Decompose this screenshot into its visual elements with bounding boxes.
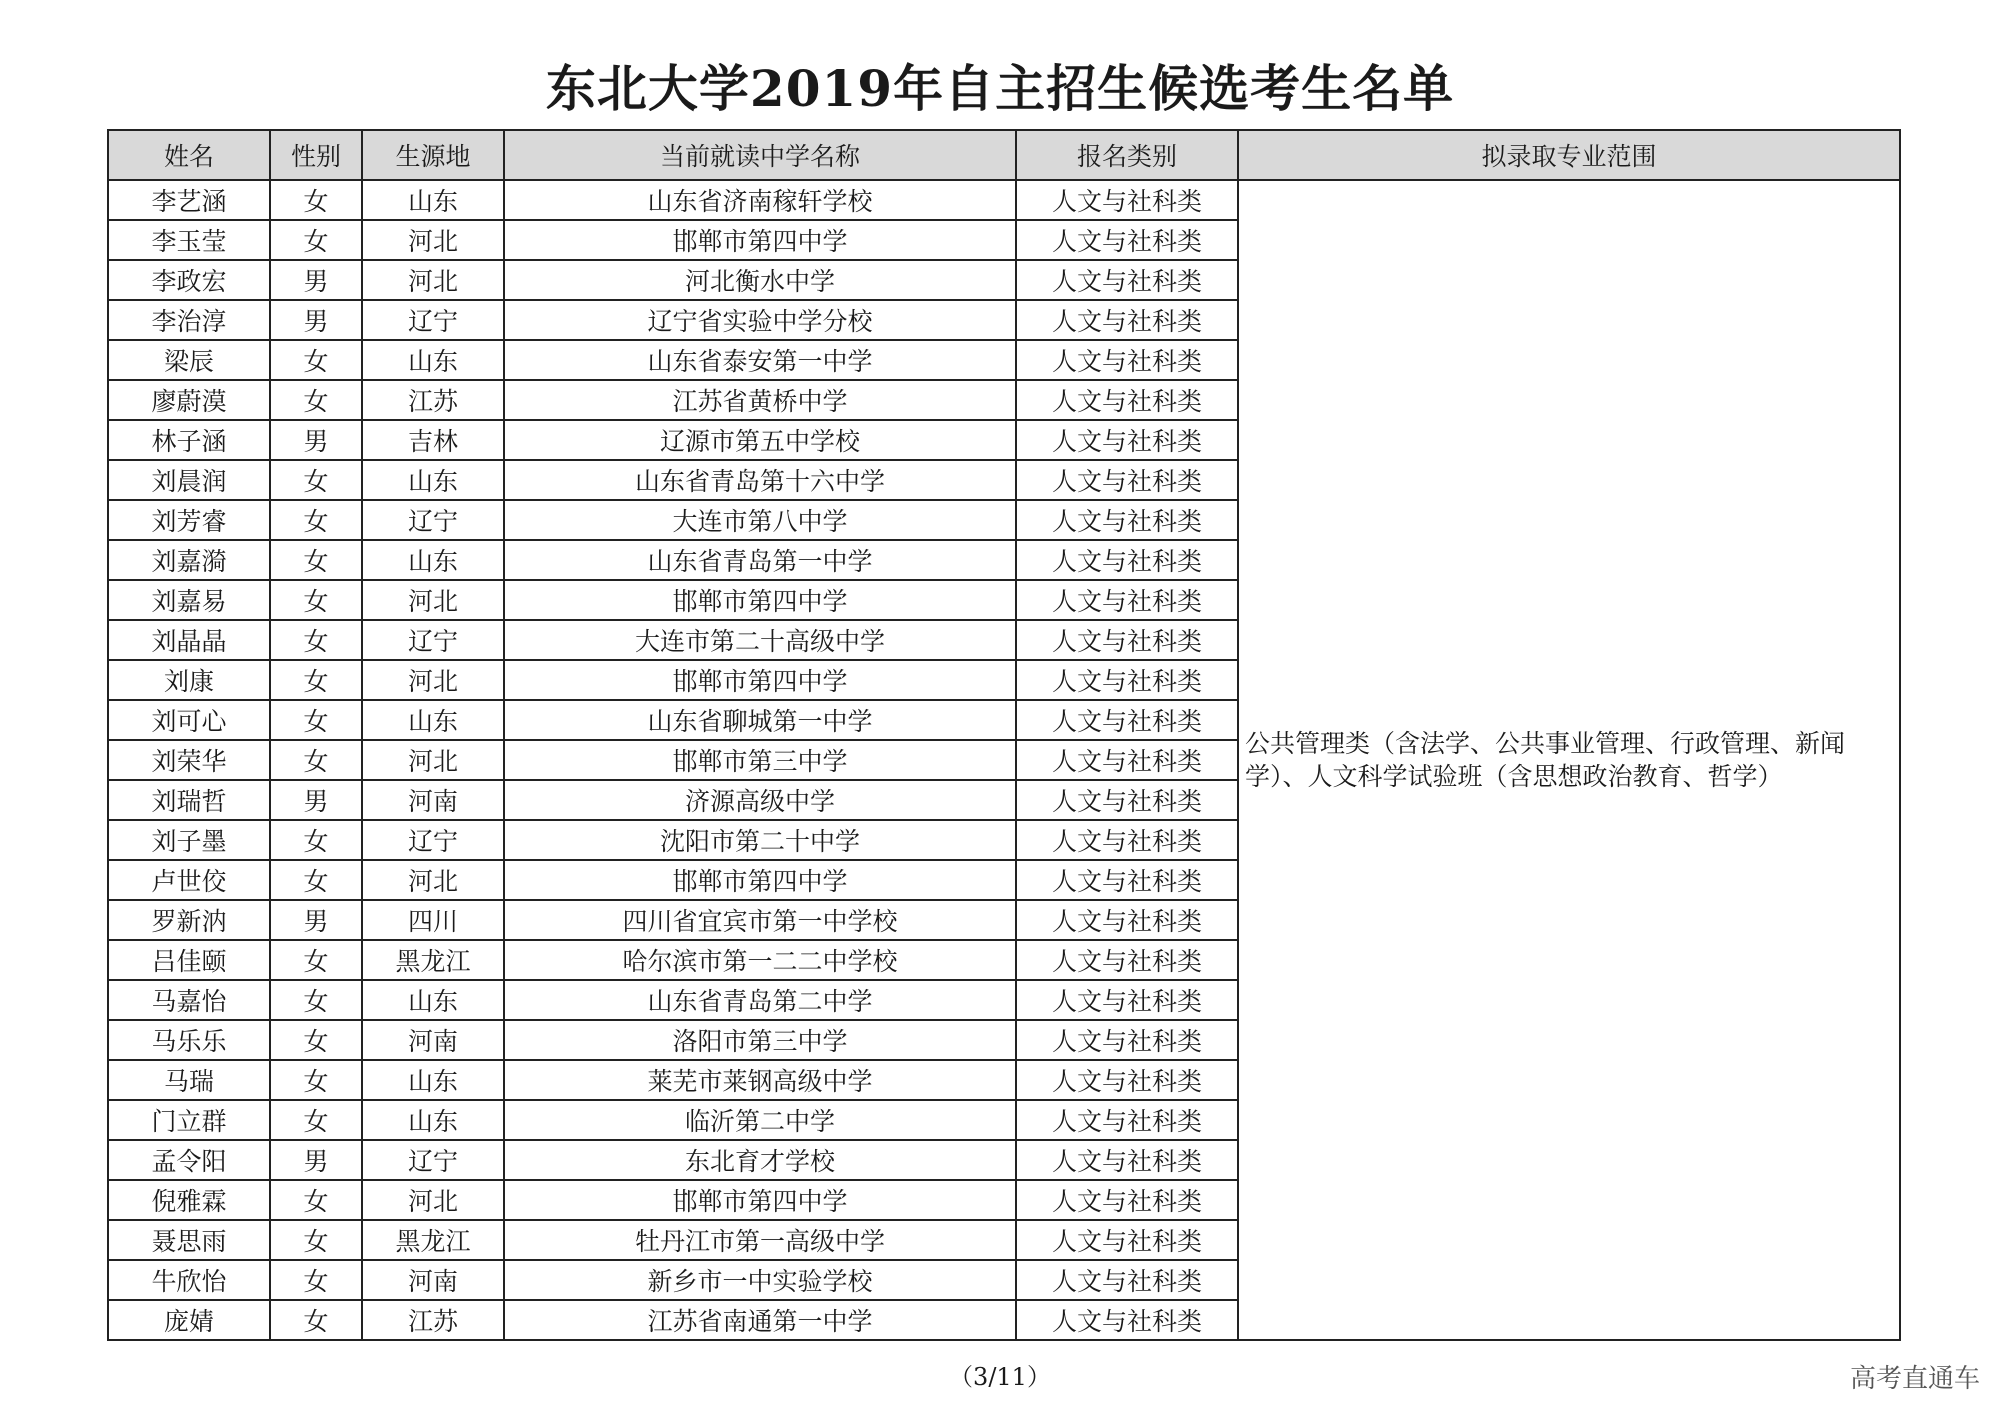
school-name: 邯郸市第四中学 [504,1180,1016,1220]
school-name: 辽宁省实验中学分校 [504,300,1016,340]
gender: 女 [270,1060,362,1100]
gender: 男 [270,300,362,340]
gender: 女 [270,820,362,860]
student-name: 刘晨润 [108,460,270,500]
category: 人文与社科类 [1016,1220,1238,1260]
category: 人文与社科类 [1016,180,1238,220]
origin: 吉林 [362,420,504,460]
school-name: 辽源市第五中学校 [504,420,1016,460]
category: 人文与社科类 [1016,820,1238,860]
category: 人文与社科类 [1016,260,1238,300]
origin: 黑龙江 [362,1220,504,1260]
header-major-range: 拟录取专业范围 [1238,130,1900,180]
student-name: 卢世佼 [108,860,270,900]
student-name: 李艺涵 [108,180,270,220]
student-name: 刘晶晶 [108,620,270,660]
category: 人文与社科类 [1016,460,1238,500]
school-name: 哈尔滨市第一二二中学校 [504,940,1016,980]
category: 人文与社科类 [1016,1300,1238,1340]
student-name: 刘芳睿 [108,500,270,540]
origin: 山东 [362,1060,504,1100]
origin: 辽宁 [362,820,504,860]
origin: 黑龙江 [362,940,504,980]
school-name: 大连市第八中学 [504,500,1016,540]
origin: 山东 [362,180,504,220]
category: 人文与社科类 [1016,500,1238,540]
student-name: 马乐乐 [108,1020,270,1060]
category: 人文与社科类 [1016,860,1238,900]
origin: 河北 [362,740,504,780]
origin: 河北 [362,1180,504,1220]
school-name: 邯郸市第四中学 [504,580,1016,620]
category: 人文与社科类 [1016,700,1238,740]
student-name: 聂思雨 [108,1220,270,1260]
origin: 河北 [362,260,504,300]
school-name: 山东省泰安第一中学 [504,340,1016,380]
origin: 河北 [362,860,504,900]
origin: 辽宁 [362,620,504,660]
gender: 男 [270,260,362,300]
page-title: 东北大学2019年自主招生候选考生名单 [545,59,1455,118]
school-name: 河北衡水中学 [504,260,1016,300]
gender: 女 [270,660,362,700]
origin: 山东 [362,1100,504,1140]
student-name: 刘康 [108,660,270,700]
major-range-cell: 公共管理类（含法学、公共事业管理、行政管理、新闻学）、人文科学试验班（含思想政治教育、哲学） [1238,180,1900,1340]
gender: 女 [270,940,362,980]
school-name: 邯郸市第四中学 [504,220,1016,260]
origin: 四川 [362,900,504,940]
header-gender: 性别 [270,130,362,180]
gender: 男 [270,780,362,820]
school-name: 新乡市一中实验学校 [504,1260,1016,1300]
category: 人文与社科类 [1016,620,1238,660]
gender: 女 [270,460,362,500]
header-category: 报名类别 [1016,130,1238,180]
school-name: 大连市第二十高级中学 [504,620,1016,660]
student-name: 罗新汭 [108,900,270,940]
gender: 女 [270,340,362,380]
category: 人文与社科类 [1016,540,1238,580]
category: 人文与社科类 [1016,1260,1238,1300]
student-name: 刘荣华 [108,740,270,780]
student-name: 刘嘉漪 [108,540,270,580]
origin: 河北 [362,580,504,620]
category: 人文与社科类 [1016,340,1238,380]
student-name: 庞婧 [108,1300,270,1340]
student-name: 倪雅霖 [108,1180,270,1220]
header-origin: 生源地 [362,130,504,180]
category: 人文与社科类 [1016,580,1238,620]
category: 人文与社科类 [1016,740,1238,780]
student-name: 刘瑞哲 [108,780,270,820]
gender: 女 [270,1100,362,1140]
school-name: 江苏省黄桥中学 [504,380,1016,420]
school-name: 山东省青岛第二中学 [504,980,1016,1020]
student-name: 门立群 [108,1100,270,1140]
school-name: 邯郸市第四中学 [504,660,1016,700]
category: 人文与社科类 [1016,220,1238,260]
origin: 辽宁 [362,300,504,340]
gender: 女 [270,1020,362,1060]
school-name: 山东省聊城第一中学 [504,700,1016,740]
gender: 女 [270,220,362,260]
student-name: 李治淳 [108,300,270,340]
school-name: 济源高级中学 [504,780,1016,820]
origin: 山东 [362,460,504,500]
category: 人文与社科类 [1016,1140,1238,1180]
student-name: 牛欣怡 [108,1260,270,1300]
origin: 辽宁 [362,1140,504,1180]
gender: 男 [270,900,362,940]
gender: 女 [270,620,362,660]
gender: 女 [270,380,362,420]
category: 人文与社科类 [1016,980,1238,1020]
origin: 河北 [362,220,504,260]
gender: 女 [270,1220,362,1260]
gender: 男 [270,420,362,460]
school-name: 邯郸市第四中学 [504,860,1016,900]
school-name: 沈阳市第二十中学 [504,820,1016,860]
origin: 河南 [362,1020,504,1060]
student-name: 刘可心 [108,700,270,740]
school-name: 山东省青岛第十六中学 [504,460,1016,500]
gender: 女 [270,500,362,540]
origin: 河北 [362,660,504,700]
gender: 女 [270,540,362,580]
student-name: 刘嘉易 [108,580,270,620]
header-school: 当前就读中学名称 [504,130,1016,180]
gender: 女 [270,980,362,1020]
school-name: 东北育才学校 [504,1140,1016,1180]
origin: 河南 [362,1260,504,1300]
student-name: 孟令阳 [108,1140,270,1180]
school-name: 山东省青岛第一中学 [504,540,1016,580]
student-name: 梁辰 [108,340,270,380]
gender: 女 [270,580,362,620]
school-name: 莱芜市莱钢高级中学 [504,1060,1016,1100]
header-name: 姓名 [108,130,270,180]
origin: 山东 [362,540,504,580]
category: 人文与社科类 [1016,940,1238,980]
student-name: 马嘉怡 [108,980,270,1020]
origin: 山东 [362,700,504,740]
student-name: 刘子墨 [108,820,270,860]
origin: 山东 [362,980,504,1020]
origin: 辽宁 [362,500,504,540]
school-name: 洛阳市第三中学 [504,1020,1016,1060]
category: 人文与社科类 [1016,1020,1238,1060]
student-name: 林子涵 [108,420,270,460]
school-name: 四川省宜宾市第一中学校 [504,900,1016,940]
student-name: 李玉莹 [108,220,270,260]
category: 人文与社科类 [1016,900,1238,940]
gender: 女 [270,180,362,220]
category: 人文与社科类 [1016,660,1238,700]
gender: 男 [270,1140,362,1180]
school-name: 临沂第二中学 [504,1100,1016,1140]
school-name: 牡丹江市第一高级中学 [504,1220,1016,1260]
student-name: 廖蔚漠 [108,380,270,420]
student-name: 吕佳颐 [108,940,270,980]
origin: 江苏 [362,1300,504,1340]
school-name: 江苏省南通第一中学 [504,1300,1016,1340]
category: 人文与社科类 [1016,1100,1238,1140]
table-header-row [108,130,1900,180]
gender: 女 [270,1260,362,1300]
watermark: 高考直通车 [1849,1364,1980,1394]
student-name: 马瑞 [108,1060,270,1100]
category: 人文与社科类 [1016,780,1238,820]
category: 人文与社科类 [1016,1060,1238,1100]
gender: 女 [270,860,362,900]
table-row [108,180,1900,220]
category: 人文与社科类 [1016,1180,1238,1220]
school-name: 山东省济南稼轩学校 [504,180,1016,220]
school-name: 邯郸市第三中学 [504,740,1016,780]
category: 人文与社科类 [1016,380,1238,420]
origin: 河南 [362,780,504,820]
category: 人文与社科类 [1016,420,1238,460]
gender: 女 [270,740,362,780]
page-number: （3/11） [949,1363,1051,1391]
candidate-table [107,129,1901,1341]
category: 人文与社科类 [1016,300,1238,340]
origin: 山东 [362,340,504,380]
gender: 女 [270,700,362,740]
gender: 女 [270,1180,362,1220]
student-name: 李政宏 [108,260,270,300]
origin: 江苏 [362,380,504,420]
gender: 女 [270,1300,362,1340]
